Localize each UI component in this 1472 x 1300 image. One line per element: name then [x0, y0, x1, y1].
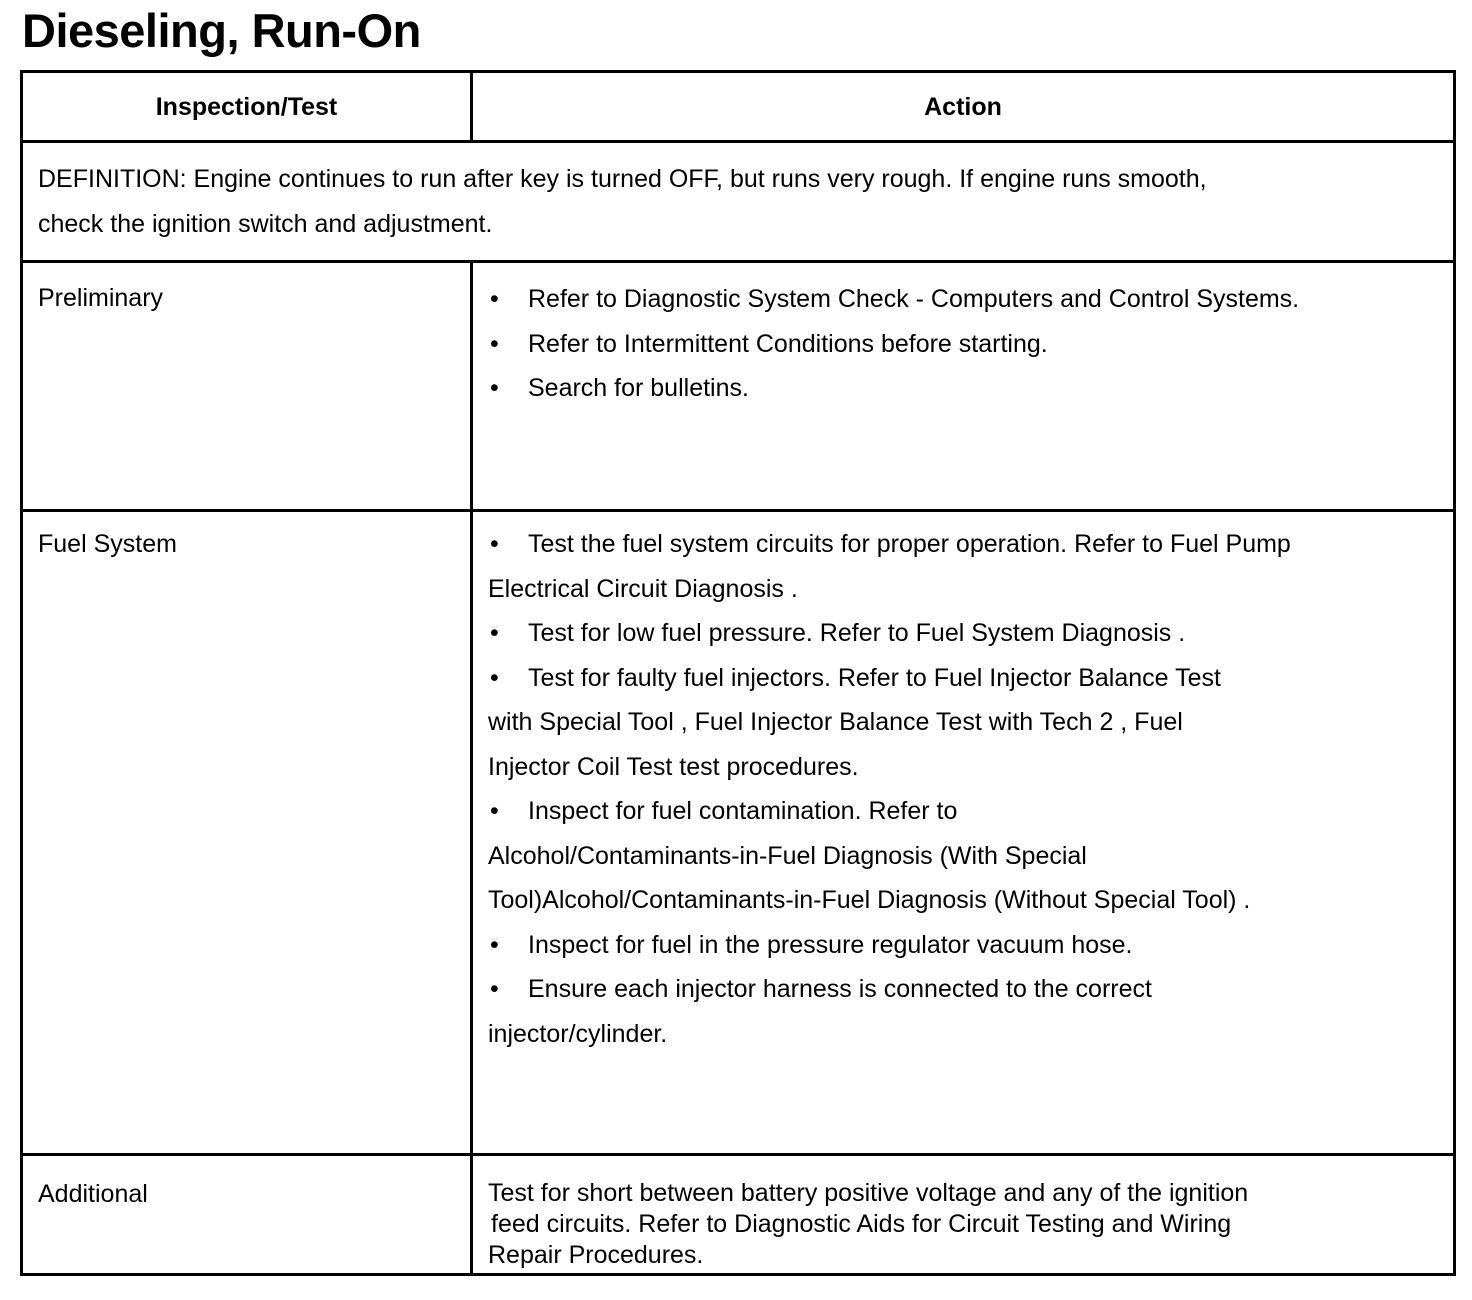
fuel-system-actions [488, 522, 1291, 1056]
additional-actions [488, 1178, 1248, 1271]
bullet-icon: • [490, 619, 499, 647]
action-item: • Inspect for fuel in the pressure regulator vacuum hose. [488, 923, 1291, 968]
header-inspection: Inspection/Test [155, 93, 338, 121]
action-item: • Test for faulty fuel injectors. Refer to Fuel Injector Balance Test [488, 656, 1291, 701]
preliminary-actions [488, 277, 1299, 411]
definition-line: DEFINITION: Engine continues to run after key is turned OFF, but runs very rough. If engine runs smooth, [38, 165, 1207, 193]
action-continuation: Electrical Circuit Diagnosis . [488, 574, 798, 603]
column-divider-body [470, 261, 473, 1276]
bullet-icon: • [490, 975, 499, 1003]
action-continuation: Alcohol/Contaminants-in-Fuel Diagnosis (With Special [488, 841, 1087, 870]
action-line: Test for short between battery positive voltage and any of the ignition [488, 1179, 1249, 1207]
definition-divider [23, 260, 1453, 263]
bullet-icon: • [490, 530, 499, 558]
bullet-icon: • [490, 329, 499, 358]
fuel-system-divider [23, 1153, 1453, 1156]
action-item: • Search for bulletins. [488, 366, 1299, 411]
preliminary-divider [23, 509, 1453, 512]
action-item: • Refer to Diagnostic System Check - Computers and Control Systems. [488, 277, 1299, 322]
bullet-icon: • [490, 285, 499, 313]
row-label-additional: Additional [38, 1180, 148, 1208]
action-item: • Test for low fuel pressure. Refer to Fuel System Diagnosis . [488, 611, 1291, 656]
bullet-icon: • [490, 797, 499, 825]
header-divider [23, 140, 1453, 143]
action-continuation: injector/cylinder. [488, 1019, 668, 1048]
bullet-icon: • [490, 663, 499, 692]
bullet-icon: • [490, 930, 499, 959]
row-label-preliminary: Preliminary [38, 284, 164, 312]
definition-text [38, 157, 1207, 246]
page-title: Dieseling, Run-On [22, 4, 421, 57]
definition-line: check the ignition switch and adjustment. [38, 209, 493, 238]
action-continuation: with Special Tool , Fuel Injector Balance Test with Tech 2 , Fuel [488, 708, 1183, 736]
action-line: Repair Procedures. [488, 1241, 704, 1269]
action-continuation: Tool)Alcohol/Contaminants-in-Fuel Diagnosis (Without Special Tool) . [488, 886, 1251, 914]
row-label-fuel-system: Fuel System [38, 530, 177, 558]
action-line: feed circuits. Refer to Diagnostic Aids for Circuit Testing and Wiring [491, 1210, 1232, 1238]
diagnostic-table [20, 70, 1456, 1276]
action-item: • Inspect for fuel contamination. Refer to [488, 789, 1291, 834]
bullet-icon: • [490, 374, 499, 402]
action-item: • Ensure each injector harness is connected to the correct [488, 967, 1291, 1012]
action-item: • Refer to Intermittent Conditions before starting. [488, 322, 1299, 367]
action-continuation: Injector Coil Test test procedures. [488, 752, 859, 781]
action-item: • Test the fuel system circuits for proper operation. Refer to Fuel Pump [488, 522, 1291, 567]
header-action: Action [924, 93, 1002, 121]
